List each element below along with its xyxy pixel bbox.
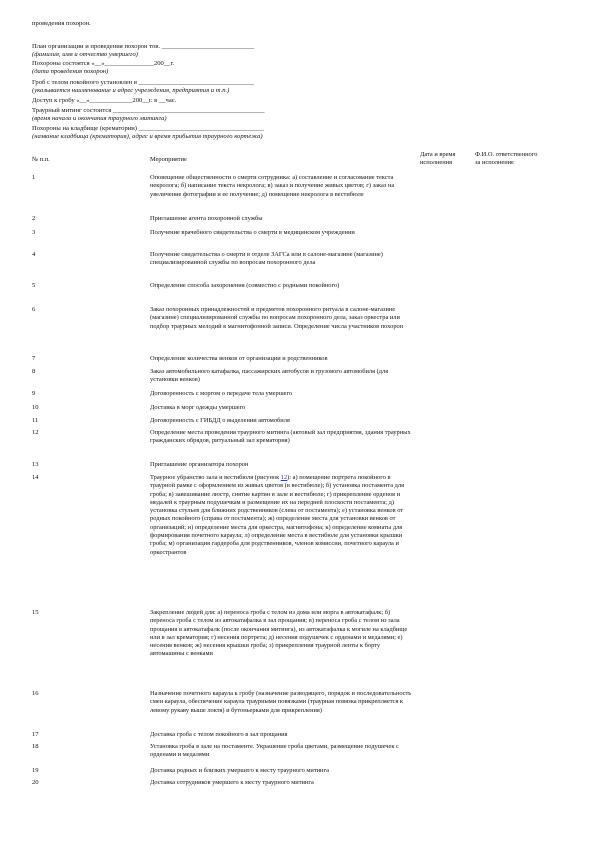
row-text: Заказ автомобильного катафалка, пассажирских автобусов и грузового автомобиля (для установки венков)	[150, 368, 389, 384]
form-caption-cemetery: (название кладбища (крематория), адрес и время прибытия траурного кортежа)	[32, 133, 263, 140]
row-number: 14	[32, 474, 39, 481]
header-date-1: Дата и время	[420, 151, 456, 158]
row-text: Заказ похоронных принадлежностей и предметов похоронного ритуала в салоне-магазине (магазине) специализированной службы по вопросам похоронного дела, заказ оркестра или подбор траурных мелодий в магнитофонной записи. Определение числа участников похорон	[150, 306, 404, 330]
row-number: 19	[32, 767, 39, 774]
row-number: 13	[32, 461, 39, 468]
row-text: Назначение почетного караула к гробу (назначение разводящего, порядок и последовательность смен караула, обеспечение караула траурными повязками (траурная повязка прикрепляется к левому рукаву выше локтя) и бутоньерками для прикрепления)	[150, 690, 412, 714]
header-resp-1: Ф.И.О. ответственного	[475, 151, 538, 158]
row-text: Приглашение агента похоронной службы	[150, 215, 263, 222]
row-number: 18	[32, 743, 39, 750]
row-number: 12	[32, 429, 39, 436]
form-line-access: Доступ к гробу «__»_____________200__г. в __час.	[32, 97, 177, 104]
row-number: 16	[32, 690, 39, 697]
form-line-date: Похороны состоятся «__»_______________200__г.	[32, 60, 175, 67]
row-number: 8	[32, 368, 36, 375]
row-text: Оповещение общественности о смерти сотрудника: а) составление и согласование текста некролога; б) написание текста некролога; в) заказ и получение живых цветов; г) заказ на увеличение фотографии и ее получение; д) помещение некролога в вестибюле	[150, 174, 395, 198]
row-text: Доставка родных и близких умершего к месту траурного митинга	[150, 767, 329, 774]
header-num: № п.п.	[32, 156, 50, 163]
row-number: 20	[32, 779, 39, 786]
row-number: 7	[32, 355, 36, 362]
figure-link[interactable]: 12	[280, 474, 288, 481]
row-number: 17	[32, 731, 39, 738]
row-number: 3	[32, 229, 36, 236]
row-number: 5	[32, 282, 36, 289]
row-number: 10	[32, 404, 39, 411]
row-text: Приглашение организатора похорон	[150, 461, 249, 468]
header-event: Мероприятие	[150, 156, 187, 163]
row-text: Договоренность с моргом о передаче тела умершего	[150, 390, 293, 397]
row-text: Установка гроба в зале на постаменте. Украшение гроба цветами, размещение подушечек с орденами и медалями	[150, 743, 399, 759]
row-text: Получение свидетельства о смерти в отделе ЗАГСа или в салоне-магазине (магазине) специализированной службы по вопросам похоронного дела	[150, 251, 383, 267]
form-line-meeting: Траурный митинг состоится ______________________________________________	[32, 107, 265, 114]
form-caption-location: (указывается наименование и адрес учреждения, предприятия и т.п.)	[32, 87, 230, 94]
row-number: 2	[32, 215, 36, 222]
row-text: Доставка гроба с телом покойного в зал прощания	[150, 731, 288, 738]
form-caption-name: (фамилия, имя и отчество умершего)	[32, 51, 138, 58]
row-text-before: Траурное убранство зала и вестибюля (рисунок	[150, 474, 281, 481]
row-number: 4	[32, 251, 36, 258]
row-number: 11	[32, 417, 39, 424]
row-text: Доставка в морг одежды умершего	[150, 404, 246, 411]
row-number: 15	[32, 609, 39, 616]
form-line-name: План организации и проведения похорон тов. ____________________________	[32, 43, 255, 50]
page-heading: проведения похорон.	[32, 20, 91, 27]
form-caption-date: (дата проведения похорон)	[32, 68, 109, 75]
row-text: Доставка сотрудников умершего к месту траурного митинга	[150, 779, 314, 786]
form-line-cemetery: Похороны на кладбище (крематории) ______________________________________	[32, 125, 264, 132]
row-text: Определение места проведения траурного митинга (актовый зал предприятия, здания траурных гражданских обрядов, ритуальный зал крематория)	[150, 429, 411, 445]
header-date-2: исполнения	[420, 159, 453, 166]
row-text: Определение способа захоронения (совместно с родными покойного)	[150, 282, 340, 289]
header-resp-2: за исполнение	[475, 159, 514, 166]
form-line-coffin-location: Гроб с телом покойного установлен в ___________________________________	[32, 79, 255, 86]
row-text	[150, 474, 412, 557]
row-text-after: ): а) помещение портрета покойного в траурной рамке с оформлением из живых цветов (в вестибюле); б) установка постамента для гроба; в) завешивание люстр, снятие картин в зале и вестибюле; г) прикрепление орденов и медалей к траурным подушечкам и размещение их на передней плоскости постамента; д) установка стульев для ближних родственников (слева от постамента); е) установка венков от родных покойного (справа от постамента); ж) определение места для установки венков от организаций; и) определение места для оркестра, магнитофона; к) определение комнаты для формирования почетного караула; л) определение места в вестибюле для установки крышки гроба; м) организация гардероба для родственников, членов комиссии, почетного караула и оркестрантов	[150, 474, 405, 556]
row-text: Определение количества венков от организации и родственников	[150, 355, 328, 362]
row-text: Договоренность с ГИБДД о выделении автомобиля	[150, 417, 290, 424]
row-number: 1	[32, 174, 36, 181]
row-text: Закрепление людей для: а) переноса гроба с телом из дома или морга в автокатафалк; б) переноса гроба с телом из автокатафалка в зал прощания; в) переноса гроба с телом из зала прощания в автокатафалк (после окончания митинга), из автокатафалка к могиле на кладбище или в зал крематория; г) несения портрета; д) несения подушечек с орденами и медалями; е) несения венков; ж) несения крышки гроба; з) прикрепления траурной ленты к борту автомашины с венками	[150, 609, 408, 658]
row-number: 6	[32, 306, 36, 313]
row-text: Получение врачебного свидетельства о смерти в медицинском учреждении	[150, 229, 355, 236]
row-number: 9	[32, 390, 36, 397]
form-caption-meeting: (время начала и окончания траурного митинга)	[32, 115, 167, 122]
